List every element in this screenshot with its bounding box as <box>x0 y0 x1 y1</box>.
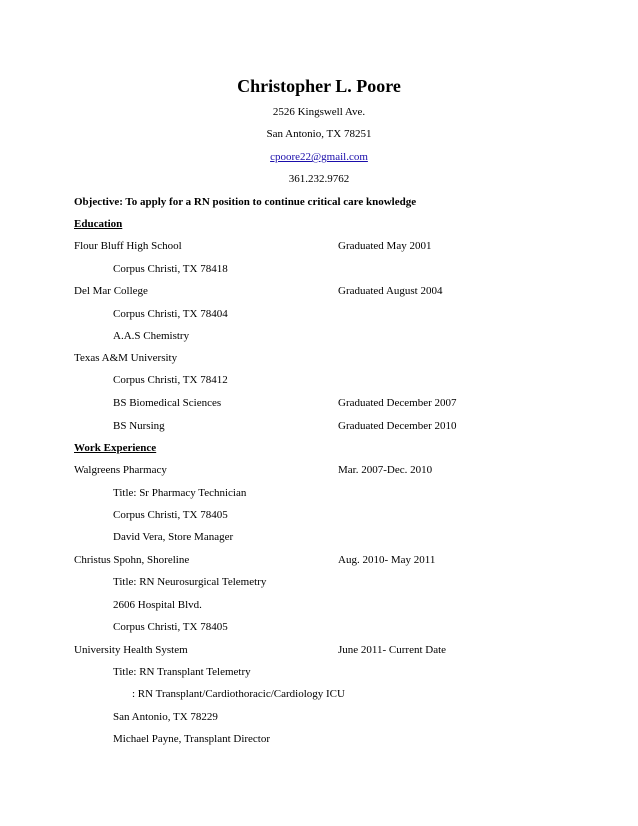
objective-statement: Objective: To apply for a RN position to continue critical care knowledge <box>74 196 417 208</box>
employment-dates: Aug. 2010- May 2011 <box>338 554 436 566</box>
graduation-date: Graduated August 2004 <box>338 285 443 297</box>
school-location: Corpus Christi, TX 78404 <box>113 308 228 320</box>
employer-name: Walgreens Pharmacy <box>74 464 167 476</box>
graduation-date: Graduated May 2001 <box>338 240 432 252</box>
job-title-secondary: : RN Transplant/Cardiothoracic/Cardiology ICU <box>132 688 345 700</box>
employment-dates: Mar. 2007-Dec. 2010 <box>338 464 433 476</box>
school-location: Corpus Christi, TX 78418 <box>113 263 228 275</box>
degree: BS Nursing <box>113 420 165 432</box>
job-location: San Antonio, TX 78229 <box>113 711 218 723</box>
employer-name: University Health System <box>74 644 188 656</box>
school-location: Corpus Christi, TX 78412 <box>113 374 228 386</box>
graduation-date: Graduated December 2010 <box>338 420 457 432</box>
employer-name: Christus Spohn, Shoreline <box>74 554 190 566</box>
school-name: Del Mar College <box>74 285 148 297</box>
street-address: 2526 Kingswell Ave. <box>272 106 366 118</box>
job-location: Corpus Christi, TX 78405 <box>113 509 228 521</box>
email-link[interactable]: cpoore22@gmail.com <box>270 151 368 163</box>
education-heading: Education <box>74 218 123 230</box>
school-name: Flour Bluff High School <box>74 240 182 252</box>
candidate-name: Christopher L. Poore <box>237 76 401 96</box>
job-title: Title: RN Neurosurgical Telemetry <box>113 576 267 588</box>
job-location: Corpus Christi, TX 78405 <box>113 621 228 633</box>
work-experience-heading: Work Experience <box>74 442 157 454</box>
graduation-date: Graduated December 2007 <box>338 397 457 409</box>
employment-dates: June 2011- Current Date <box>338 644 447 656</box>
job-address: 2606 Hospital Blvd. <box>113 599 202 611</box>
city-address: San Antonio, TX 78251 <box>266 128 372 140</box>
school-name: Texas A&M University <box>74 352 178 364</box>
job-title: Title: RN Transplant Telemetry <box>113 666 251 678</box>
email-line <box>0 151 638 164</box>
job-manager: Michael Payne, Transplant Director <box>113 733 271 745</box>
degree: BS Biomedical Sciences <box>113 397 222 409</box>
job-manager: David Vera, Store Manager <box>113 531 234 543</box>
degree: A.A.S Chemistry <box>113 330 190 342</box>
phone-number: 361.232.9762 <box>288 173 350 185</box>
job-title: Title: Sr Pharmacy Technician <box>113 487 247 499</box>
